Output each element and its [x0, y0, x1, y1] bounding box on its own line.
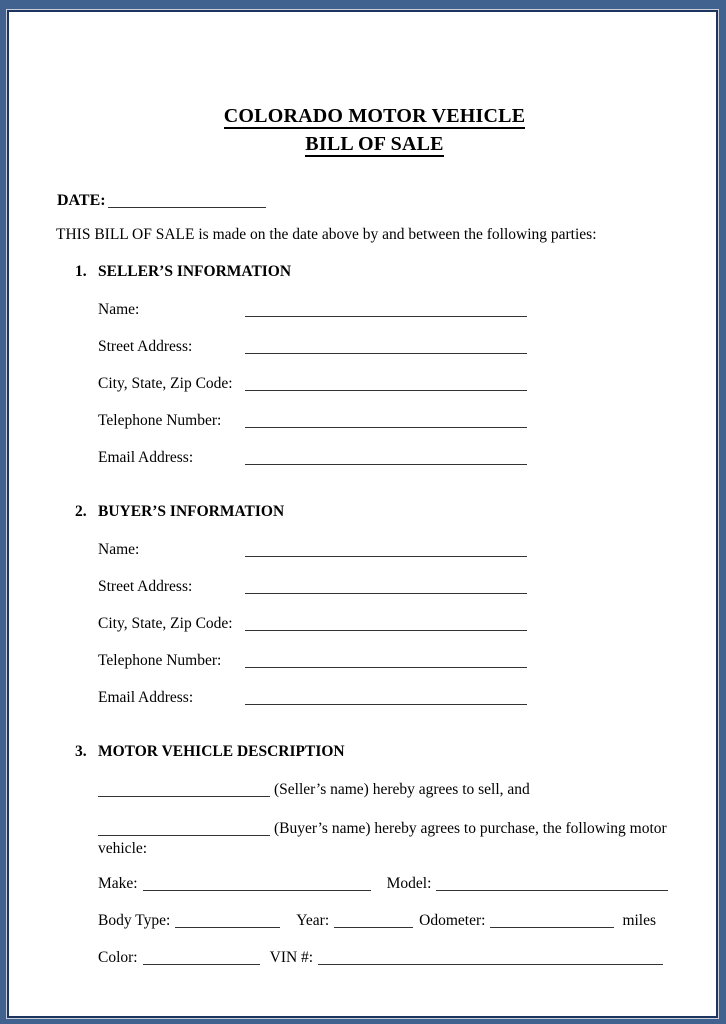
buyer-city-state-zip-blank-field[interactable]: [245, 616, 527, 631]
odometer-blank-field[interactable]: [490, 913, 614, 928]
buyer-street-address-blank-field[interactable]: [245, 579, 527, 594]
color-label: Color:: [98, 949, 138, 966]
buyer-telephone-blank-field[interactable]: [245, 653, 527, 668]
section-seller: [53, 262, 696, 467]
seller-street-address-blank-field[interactable]: [245, 339, 527, 354]
seller-city-state-zip-blank-field[interactable]: [245, 376, 527, 391]
model-label: Model:: [386, 875, 432, 892]
document-page: [7, 10, 718, 1018]
body-year-odometer-row: [98, 910, 696, 930]
field-row: [98, 613, 696, 633]
make-blank-field[interactable]: [143, 876, 371, 891]
body-type-blank-field[interactable]: [175, 913, 280, 928]
date-label: DATE:: [57, 192, 106, 209]
field-row: [98, 336, 696, 356]
intro-text: THIS BILL OF SALE is made on the date above by and between the following parties:: [56, 226, 597, 243]
section-number: 2.: [75, 503, 87, 520]
seller-name-clause-blank-field[interactable]: [98, 782, 270, 797]
make-label: Make:: [98, 875, 138, 892]
section-buyer: [53, 502, 696, 707]
field-label-telephone: Telephone Number:: [98, 652, 222, 669]
model-blank-field[interactable]: [436, 876, 668, 891]
seller-agreement-clause: [98, 779, 696, 800]
year-label: Year:: [296, 912, 330, 929]
buyer-agreement-clause: [98, 818, 696, 859]
seller-name-blank-field[interactable]: [245, 302, 527, 317]
section-heading-vehicle: MOTOR VEHICLE DESCRIPTION: [98, 743, 345, 760]
buyer-name-blank-field[interactable]: [245, 542, 527, 557]
section-vehicle-description: [53, 742, 696, 967]
buyer-clause-text: (Buyer’s name) hereby agrees to purchase, the following motor vehicle:: [98, 820, 667, 857]
make-model-row: [98, 873, 696, 893]
form-title-line1: COLORADO MOTOR VEHICLE: [223, 105, 526, 127]
section-number: 3.: [75, 743, 87, 760]
form-title-line2: BILL OF SALE: [305, 133, 444, 155]
year-blank-field[interactable]: [334, 913, 413, 928]
section-heading-seller: SELLER’S INFORMATION: [98, 263, 292, 280]
seller-telephone-blank-field[interactable]: [245, 413, 527, 428]
date-row: [57, 190, 696, 210]
field-label-name: Name:: [98, 301, 140, 318]
document-content: [9, 102, 716, 967]
field-row: [98, 447, 696, 467]
field-label-city-state-zip: City, State, Zip Code:: [98, 615, 233, 632]
field-row: [98, 687, 696, 707]
color-blank-field[interactable]: [143, 950, 260, 965]
field-row: [98, 410, 696, 430]
field-label-telephone: Telephone Number:: [98, 412, 222, 429]
section-heading-buyer: BUYER’S INFORMATION: [98, 503, 285, 520]
buyer-email-blank-field[interactable]: [245, 690, 527, 705]
field-row: [98, 650, 696, 670]
section-number: 1.: [75, 263, 87, 280]
field-label-name: Name:: [98, 541, 140, 558]
field-row: [98, 576, 696, 596]
field-label-street-address: Street Address:: [98, 578, 193, 595]
form-title: [53, 102, 696, 158]
color-vin-row: [98, 947, 696, 967]
field-label-street-address: Street Address:: [98, 338, 193, 355]
date-blank-field[interactable]: [108, 193, 266, 208]
body-type-label: Body Type:: [98, 912, 171, 929]
field-label-email: Email Address:: [98, 689, 194, 706]
seller-email-blank-field[interactable]: [245, 450, 527, 465]
field-label-email: Email Address:: [98, 449, 194, 466]
field-row: [98, 539, 696, 559]
vin-blank-field[interactable]: [318, 950, 663, 965]
field-label-city-state-zip: City, State, Zip Code:: [98, 375, 233, 392]
vin-label: VIN #:: [269, 949, 314, 966]
field-row: [98, 373, 696, 393]
buyer-name-clause-blank-field[interactable]: [98, 821, 270, 836]
field-row: [98, 299, 696, 319]
odometer-label: Odometer:: [419, 912, 486, 929]
seller-clause-text: (Seller’s name) hereby agrees to sell, and: [274, 781, 530, 798]
odometer-miles-suffix: miles: [622, 912, 657, 929]
